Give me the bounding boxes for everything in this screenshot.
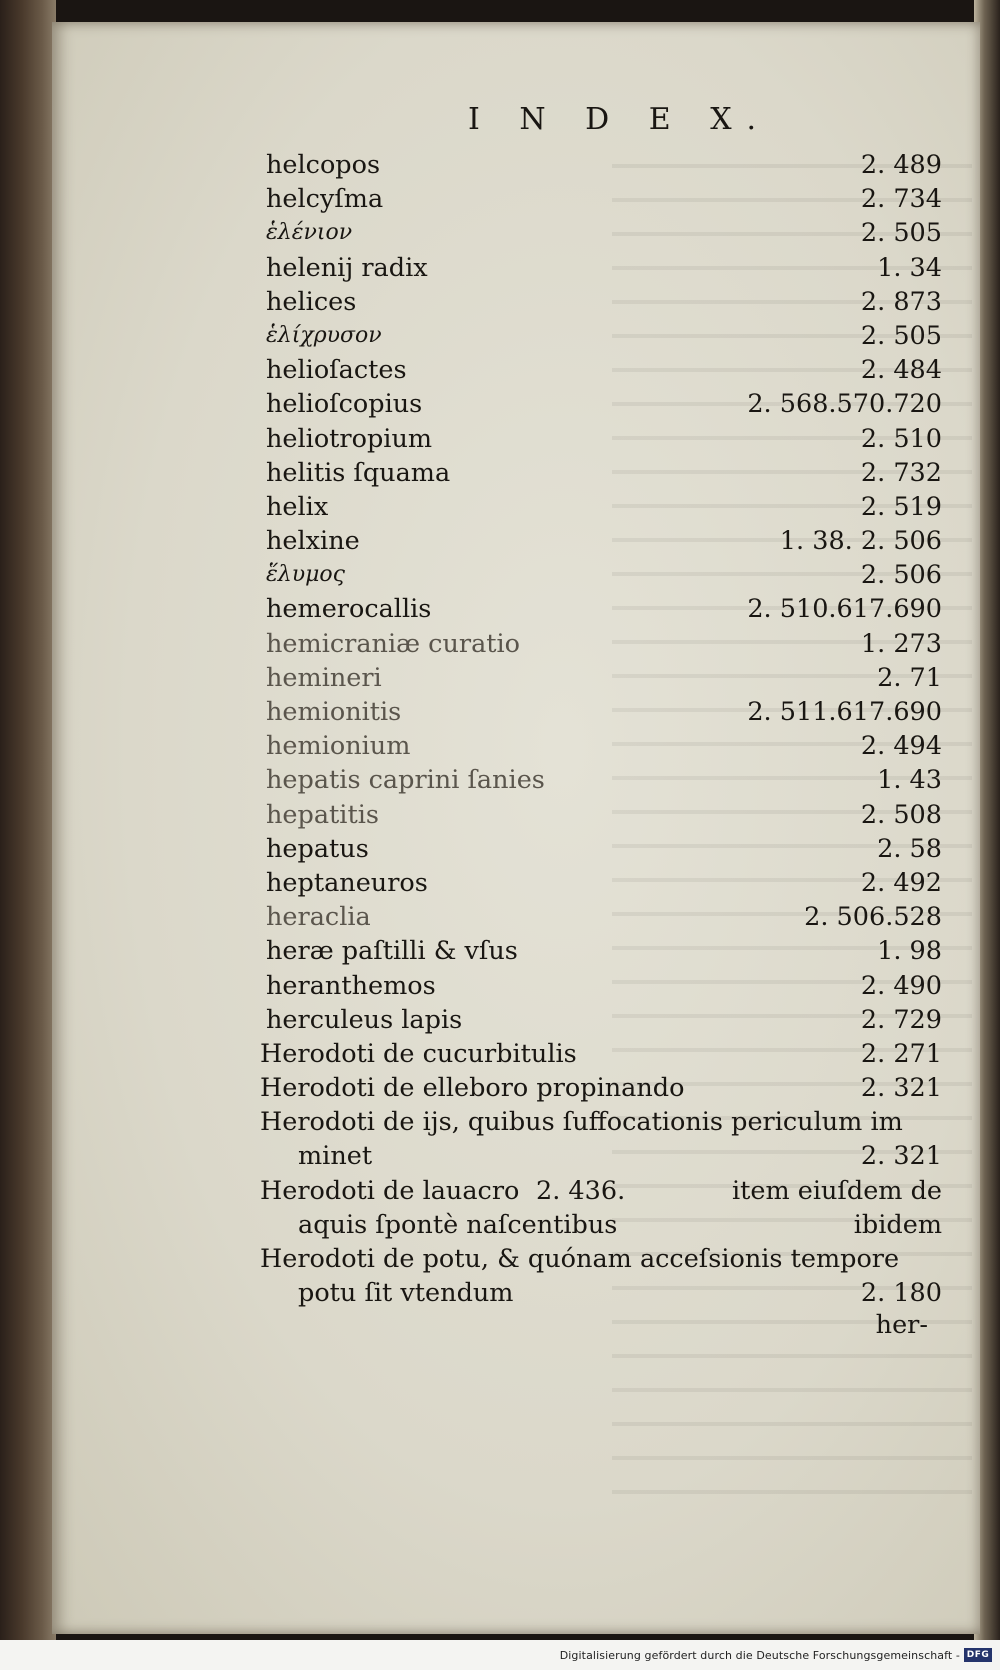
entry-ref: 2. 58 — [877, 833, 942, 864]
index-entry — [266, 319, 942, 353]
entry-term: heliotropium — [266, 423, 433, 454]
entry-term: hemerocallis — [266, 594, 432, 625]
entry-term: heptaneuros — [266, 867, 428, 898]
entry-term: Herodoti de ijs, quibus ſuffocationis periculum im — [260, 1107, 903, 1138]
entry-ref: 2. 505 — [860, 320, 942, 351]
entry-term: helxine — [266, 526, 360, 557]
index-entry — [266, 148, 942, 182]
index-entry — [266, 524, 942, 558]
entry-term: hepatis caprini ſanies — [266, 765, 545, 796]
index-entry — [266, 627, 942, 661]
entry-term-continued: potu ſit vtendum — [298, 1278, 514, 1309]
dfg-logo: DFG — [964, 1648, 992, 1662]
catchword: her- — [875, 1310, 928, 1340]
entry-ref: 2. 321 — [860, 1073, 942, 1104]
entry-term: ἕλυμος — [266, 562, 345, 588]
entry-term: hemicraniæ curatio — [266, 628, 521, 659]
index-entry — [266, 798, 942, 832]
entry-term: hemionium — [266, 731, 411, 762]
index-entry — [266, 216, 942, 250]
index-entry-suffocation-line1 — [260, 1105, 942, 1139]
entry-term: helioſactes — [266, 355, 407, 386]
index-entry — [260, 1037, 942, 1071]
entry-term: helioſcopius — [266, 389, 423, 420]
index-entry — [266, 866, 942, 900]
entry-term: Herodoti de lauacro — [260, 1175, 520, 1206]
entry-ref: 1. 98 — [877, 936, 942, 967]
index-entry — [266, 422, 942, 456]
entry-ref: 2. 271 — [860, 1038, 942, 1069]
entry-ref: 2. 489 — [860, 150, 942, 180]
entry-term: hemineri — [266, 662, 382, 693]
entry-term: hepatus — [266, 833, 369, 864]
entry-ref: 2. 490 — [860, 970, 942, 1001]
index-entry — [266, 763, 942, 797]
entry-ref: 1. 34 — [877, 252, 942, 283]
entry-ref: 2. 505 — [860, 218, 942, 249]
index-entry-lavacro-line1 — [260, 1174, 942, 1208]
index-entry — [266, 456, 942, 490]
entry-ref: 2. 180 — [860, 1278, 942, 1309]
entry-ref: 2. 494 — [860, 731, 942, 762]
index-entry — [266, 387, 942, 421]
entry-term: Herodoti de elleboro propinando — [260, 1073, 685, 1104]
index-entry — [266, 1003, 942, 1037]
book-spine-edge — [0, 0, 56, 1640]
entry-ref: 2. 732 — [860, 457, 942, 488]
index-entry — [266, 900, 942, 934]
index-entry — [266, 251, 942, 285]
index-entry-lavacro-line2 — [266, 1208, 942, 1242]
page-heading: I N D E X. — [468, 102, 772, 137]
index-entry — [266, 969, 942, 1003]
entry-term: Herodoti de cucurbitulis — [260, 1038, 577, 1069]
index-entry — [266, 695, 942, 729]
entry-term: hepatitis — [266, 799, 379, 830]
entry-term-continued: minet — [298, 1141, 373, 1172]
index-entry — [266, 182, 942, 216]
footer-bar — [0, 1640, 1000, 1670]
index-entry — [266, 558, 942, 592]
index-entry — [266, 934, 942, 968]
index-entry-suffocation-line2 — [266, 1139, 942, 1173]
index-entry — [266, 729, 942, 763]
entry-term: heræ paſtilli & vſus — [266, 936, 518, 967]
entry-ref: 1. 43 — [877, 765, 942, 796]
index-entry — [266, 832, 942, 866]
entry-ref: 2. 734 — [860, 184, 942, 215]
entry-term-continued: aquis ſpontè naſcentibus — [298, 1209, 618, 1240]
entry-term: helenij radix — [266, 252, 428, 283]
funding-credit: Digitalisierung gefördert durch die Deutsche Forschungsgemeinschaft - — [559, 1649, 960, 1662]
entry-ref: 2. 436. — [536, 1175, 626, 1206]
index-entry — [266, 353, 942, 387]
index-entries — [260, 148, 942, 1310]
index-entry-potu-line1 — [260, 1242, 942, 1276]
entry-term: heranthemos — [266, 970, 436, 1001]
entry-ref: 2. 484 — [860, 355, 942, 386]
entry-ref: ibidem — [853, 1209, 942, 1240]
index-entry — [260, 1071, 942, 1105]
entry-term: helcopos — [266, 150, 381, 180]
entry-term: helices — [266, 286, 357, 317]
entry-ref: 2. 492 — [860, 867, 942, 898]
entry-ref: 2. 729 — [860, 1004, 942, 1035]
entry-ref: 2. 511.617.690 — [747, 697, 942, 727]
index-entry-potu-line2 — [266, 1276, 942, 1310]
entry-ref: 2. 321 — [860, 1141, 942, 1172]
entry-ref: 1. 38. 2. 506 — [779, 526, 942, 557]
entry-term: helix — [266, 491, 329, 522]
entry-ref: 2. 506 — [860, 560, 942, 591]
entry-ref: 2. 510.617.690 — [747, 594, 942, 625]
entry-term: helitis ſquama — [266, 457, 451, 488]
entry-term-tail: item eiuſdem de — [731, 1175, 942, 1206]
entry-term: heraclia — [266, 902, 371, 933]
entry-ref: 2. 873 — [860, 286, 942, 317]
entry-term: Herodoti de potu, & quónam acceſsionis tempore — [260, 1244, 900, 1274]
entry-ref: 1. 273 — [860, 628, 942, 659]
index-entry — [266, 661, 942, 695]
index-entry — [266, 285, 942, 319]
index-entry — [266, 592, 942, 626]
entry-ref: 2. 508 — [860, 799, 942, 830]
entry-term: herculeus lapis — [266, 1004, 463, 1035]
entry-ref: 2. 71 — [877, 662, 942, 693]
entry-term: ἑλίχρυσον — [266, 322, 382, 348]
entry-ref: 2. 519 — [860, 491, 942, 522]
entry-ref: 2. 506.528 — [804, 902, 942, 933]
entry-ref: 2. 568.570.720 — [747, 389, 942, 420]
index-entry — [266, 490, 942, 524]
entry-term: helcyſma — [266, 184, 384, 215]
entry-term: ἑλένιον — [266, 220, 353, 246]
entry-term: hemionitis — [266, 697, 402, 727]
entry-ref: 2. 510 — [860, 423, 942, 454]
